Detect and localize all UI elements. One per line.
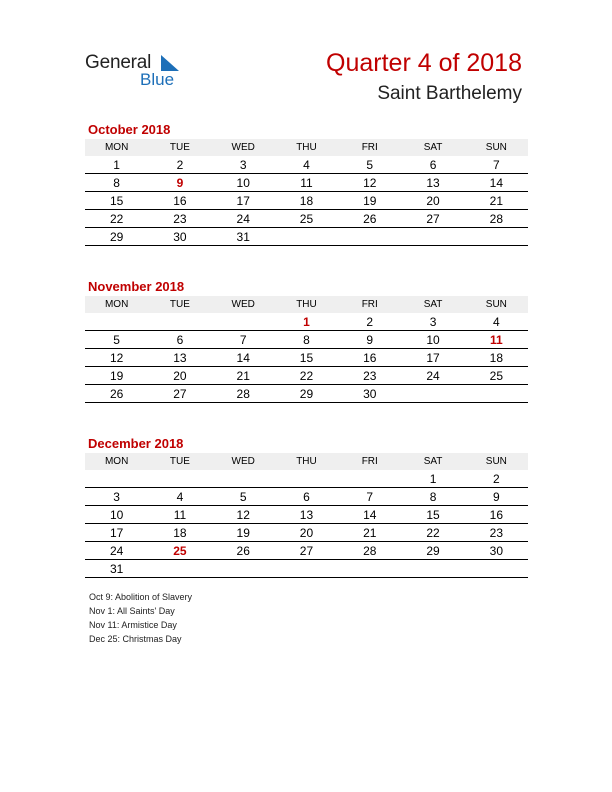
calendar-day: 15: [85, 192, 148, 210]
calendar-day: 31: [212, 228, 275, 246]
logo-blue-text: Blue: [140, 70, 175, 89]
calendar-day: 11: [275, 174, 338, 192]
calendar-week-row: [85, 228, 528, 246]
calendar-week-row: [85, 174, 528, 192]
calendar-day: 16: [338, 349, 401, 367]
calendar-day: 2: [338, 313, 401, 331]
calendar-day: 19: [212, 524, 275, 542]
calendar-day: 6: [275, 488, 338, 506]
calendar-day: 17: [212, 192, 275, 210]
calendar-day: 28: [338, 542, 401, 560]
calendar-table: [85, 453, 528, 578]
calendar-day: [401, 385, 464, 403]
calendar-day: [212, 470, 275, 488]
calendar-week-row: [85, 210, 528, 228]
calendar-day: [85, 470, 148, 488]
calendar-day: 23: [338, 367, 401, 385]
calendar-week-row: [85, 156, 528, 174]
calendar-day: 21: [338, 524, 401, 542]
calendar-day: 10: [401, 331, 464, 349]
logo-general-text: General: [85, 52, 152, 73]
calendar-day: 14: [212, 349, 275, 367]
calendar-day: 10: [85, 506, 148, 524]
calendar-day: 22: [401, 524, 464, 542]
weekday-header: THU: [275, 453, 338, 470]
weekday-header: SUN: [465, 296, 528, 313]
calendar-day: 13: [148, 349, 211, 367]
calendar-day: 14: [465, 174, 528, 192]
calendar-day: 25: [275, 210, 338, 228]
weekday-header: MON: [85, 139, 148, 156]
calendar-day: [275, 470, 338, 488]
calendar-day: 5: [338, 156, 401, 174]
calendar-day: 15: [275, 349, 338, 367]
calendar-week-row: [85, 367, 528, 385]
calendar-day: 28: [465, 210, 528, 228]
calendar-day: 29: [401, 542, 464, 560]
calendar-day: 10: [212, 174, 275, 192]
calendar-week-row: [85, 488, 528, 506]
calendar-day: 1: [275, 313, 338, 331]
weekday-header: THU: [275, 296, 338, 313]
calendar-day: [465, 560, 528, 578]
calendar-day: 20: [275, 524, 338, 542]
calendar-day: 16: [148, 192, 211, 210]
calendar-day: 3: [85, 488, 148, 506]
calendar-day: [465, 385, 528, 403]
calendar-week-row: [85, 542, 528, 560]
calendar-day: 9: [338, 331, 401, 349]
calendar-day: 15: [401, 506, 464, 524]
calendar-day: 26: [338, 210, 401, 228]
logo-triangle-icon: [161, 55, 179, 71]
weekday-header: SUN: [465, 453, 528, 470]
calendar-day: 5: [212, 488, 275, 506]
calendar-day: 13: [275, 506, 338, 524]
calendar-day: [338, 228, 401, 246]
month-december: [85, 436, 528, 578]
calendar-day: 24: [85, 542, 148, 560]
calendar-day: [85, 313, 148, 331]
holiday-item: Nov 1: All Saints' Day: [89, 606, 175, 616]
calendar-day: 2: [148, 156, 211, 174]
calendar-day: 17: [85, 524, 148, 542]
calendar-day: 21: [465, 192, 528, 210]
calendar-day: 22: [275, 367, 338, 385]
calendar-table: [85, 296, 528, 403]
month-title: December 2018: [88, 436, 184, 451]
page-title: Quarter 4 of 2018: [326, 49, 522, 77]
holiday-item: Oct 9: Abolition of Slavery: [89, 592, 193, 602]
weekday-header: MON: [85, 296, 148, 313]
calendar-day: 30: [338, 385, 401, 403]
holiday-item: Nov 11: Armistice Day: [89, 620, 177, 630]
weekday-header: TUE: [148, 139, 211, 156]
calendar-day: 28: [212, 385, 275, 403]
weekday-header: TUE: [148, 296, 211, 313]
weekday-header: SAT: [401, 296, 464, 313]
calendar-day: 13: [401, 174, 464, 192]
weekday-header: MON: [85, 453, 148, 470]
calendar-day: [338, 470, 401, 488]
calendar-day: 25: [465, 367, 528, 385]
calendar-week-row: [85, 331, 528, 349]
calendar-day: 7: [465, 156, 528, 174]
calendar-day: 9: [148, 174, 211, 192]
calendar-day: 12: [338, 174, 401, 192]
calendar-day: [212, 313, 275, 331]
calendar-day: 18: [275, 192, 338, 210]
calendar-day: 1: [85, 156, 148, 174]
weekday-header: WED: [212, 139, 275, 156]
calendar-day: [401, 560, 464, 578]
weekday-header: THU: [275, 139, 338, 156]
calendar-day: 16: [465, 506, 528, 524]
calendar-day: 9: [465, 488, 528, 506]
calendar-day: [401, 228, 464, 246]
calendar-day: [148, 313, 211, 331]
calendar-day: 31: [85, 560, 148, 578]
weekday-header: FRI: [338, 296, 401, 313]
calendar-day: 11: [465, 331, 528, 349]
calendar-day: 30: [465, 542, 528, 560]
calendar-day: 6: [401, 156, 464, 174]
weekday-header: SAT: [401, 453, 464, 470]
calendar-week-row: [85, 506, 528, 524]
holiday-item: Dec 25: Christmas Day: [89, 634, 182, 644]
calendar-day: [465, 228, 528, 246]
month-october: [85, 122, 528, 246]
calendar-day: 4: [148, 488, 211, 506]
calendar-week-row: [85, 385, 528, 403]
calendar-day: 20: [401, 192, 464, 210]
weekday-header: FRI: [338, 139, 401, 156]
calendar-day: 4: [465, 313, 528, 331]
holiday-list: [89, 590, 192, 646]
calendar-day: 23: [148, 210, 211, 228]
calendar-day: 3: [401, 313, 464, 331]
calendar-day: 3: [212, 156, 275, 174]
calendar-day: 21: [212, 367, 275, 385]
calendar-day: 27: [401, 210, 464, 228]
calendar-day: 23: [465, 524, 528, 542]
calendar-week-row: [85, 313, 528, 331]
calendar-day: [275, 560, 338, 578]
calendar-day: [212, 560, 275, 578]
month-november: [85, 279, 528, 403]
calendar-day: [148, 560, 211, 578]
calendar-table: [85, 139, 528, 246]
calendar-day: 25: [148, 542, 211, 560]
calendar-day: 12: [212, 506, 275, 524]
calendar-day: 20: [148, 367, 211, 385]
weekday-header: SUN: [465, 139, 528, 156]
weekday-header: WED: [212, 296, 275, 313]
calendar-day: 29: [275, 385, 338, 403]
calendar-day: 8: [401, 488, 464, 506]
calendar-day: 19: [338, 192, 401, 210]
calendar-day: 24: [212, 210, 275, 228]
calendar-day: 26: [85, 385, 148, 403]
calendar-day: [338, 560, 401, 578]
calendar-day: 27: [148, 385, 211, 403]
calendar-day: 22: [85, 210, 148, 228]
calendar-day: 5: [85, 331, 148, 349]
calendar-day: 11: [148, 506, 211, 524]
calendar-day: 1: [401, 470, 464, 488]
weekday-header: SAT: [401, 139, 464, 156]
calendar-day: 17: [401, 349, 464, 367]
month-title: November 2018: [88, 279, 185, 294]
logo: [85, 52, 195, 92]
country-name: Saint Barthelemy: [377, 83, 522, 104]
calendar-week-row: [85, 192, 528, 210]
calendar-week-row: [85, 524, 528, 542]
calendar-day: 24: [401, 367, 464, 385]
weekday-header: FRI: [338, 453, 401, 470]
month-title: October 2018: [88, 122, 171, 137]
calendar-day: 18: [148, 524, 211, 542]
calendar-day: 12: [85, 349, 148, 367]
calendar-day: 2: [465, 470, 528, 488]
calendar-week-row: [85, 349, 528, 367]
calendar-day: 18: [465, 349, 528, 367]
calendar-day: 19: [85, 367, 148, 385]
calendar-day: [275, 228, 338, 246]
weekday-header: TUE: [148, 453, 211, 470]
calendar-day: 7: [338, 488, 401, 506]
calendar-day: 29: [85, 228, 148, 246]
calendar-day: 27: [275, 542, 338, 560]
calendar-day: 14: [338, 506, 401, 524]
calendar-week-row: [85, 560, 528, 578]
calendar-day: [148, 470, 211, 488]
calendar-day: 8: [275, 331, 338, 349]
calendar-day: 8: [85, 174, 148, 192]
calendar-day: 6: [148, 331, 211, 349]
calendar-day: 4: [275, 156, 338, 174]
calendar-day: 30: [148, 228, 211, 246]
calendar-day: 26: [212, 542, 275, 560]
weekday-header: WED: [212, 453, 275, 470]
calendar-day: 7: [212, 331, 275, 349]
calendar-week-row: [85, 470, 528, 488]
